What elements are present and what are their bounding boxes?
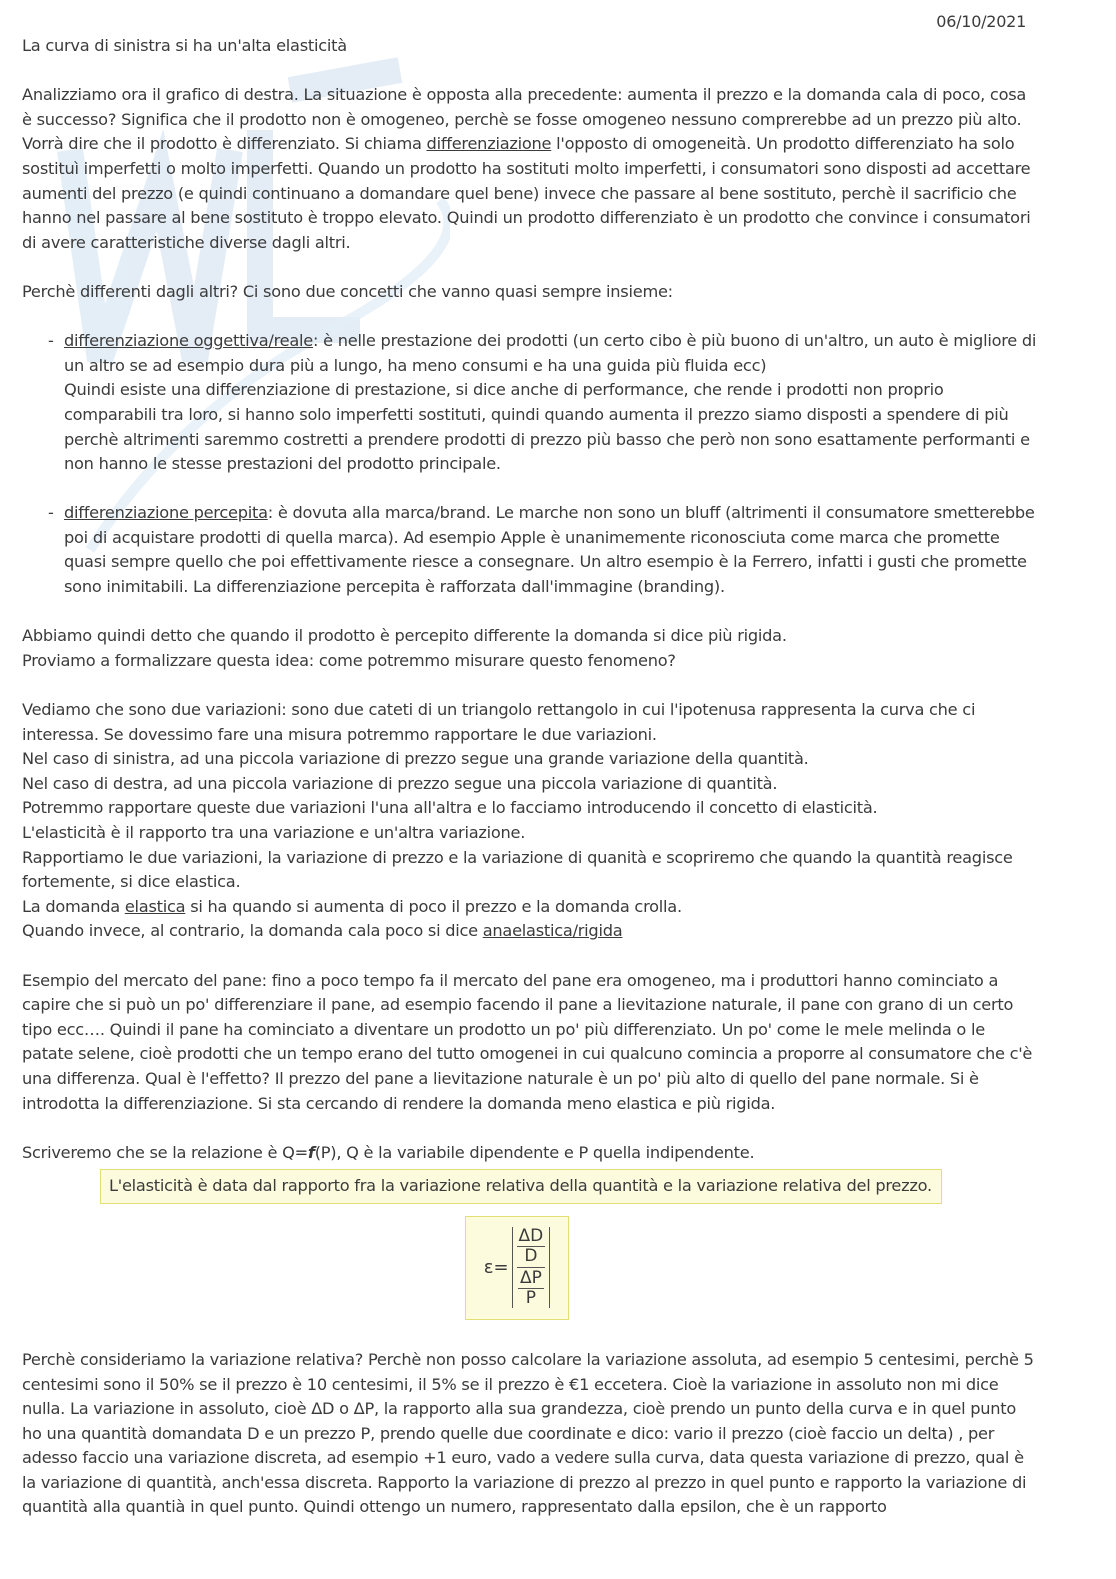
paragraph: [22, 919, 1037, 944]
list-item: [22, 501, 1037, 599]
definition-highlight: L'elasticità è data dal rapporto fra la variazione relativa della quantità e la variazione relativa del prezzo.: [100, 1169, 942, 1204]
elasticity-formula-box: [465, 1216, 569, 1320]
paragraph-text: Scriveremo che se la relazione è Q=: [22, 1142, 308, 1162]
paragraph-text: Analizziamo ora il grafico di destra. La situazione è opposta alla precedente: aumenta il prezzo e la domanda cala di poco, cosa è successo? Significa che il prodotto non è omogeneo, perchè se fosse omogeneo nessuno comprerebbe ad un prezzo più alto. Vorrà dire che il prodotto è differenziato. Si chiama: [22, 85, 1027, 154]
term-differenziazione: differenziazione: [426, 134, 552, 154]
paragraph: Potremmo rapportare queste due variazioni l'una all'altra e lo facciamo introducendo il concetto di elasticità.: [22, 798, 878, 818]
list-item-text: : è dovuta alla marca/brand. Le marche non sono un bluff (altrimenti il consumatore smetterebbe poi di acquistare prodotti di quella marca). Ad esempio Apple è unanimemente riconosciuta come marca che promette quasi sempre quello che poi effettivamente riesce a consegnare. Un altro esempio è la Ferrero, infatti i gusti che promette sono inimitabili. La differenziazione percepita è rafforzata dall'immagine (branding).: [64, 503, 1035, 597]
paragraph: L'elasticità è il rapporto tra una variazione e un'altra variazione.: [22, 823, 526, 842]
term-percepita: differenziazione percepita: [64, 503, 268, 523]
epsilon-symbol: ε=: [483, 1256, 509, 1278]
paragraph: Perchè differenti dagli altri? Ci sono due concetti che vanno quasi sempre insieme:: [22, 281, 673, 301]
paragraph: Abbiamo quindi detto che quando il prodotto è percepito differente la domanda si dice più rigida.: [22, 626, 787, 646]
differentiation-list: [22, 329, 1037, 600]
document-date: 06/10/2021: [936, 12, 1026, 31]
paragraph: La curva di sinistra si ha un'alta elasticità: [22, 36, 347, 55]
paragraph-text: l'opposto di omogeneità. Un prodotto differenziato ha solo sostituì imperfetti o molto imperfetti. Quando un prodotto ha sostituti molto imperfetti, i consumatori sono disposti ad accettare aumenti del prezzo (e quindi continuano a domandare quel bene) invece che passare al bene sostituto, perchè il sacrificio che hanno nel passare al bene sostituto è troppo elevato. Quindi un prodotto differenziato è un prodotto che convince i consumatori di avere caratteristiche diverse dagli altri.: [22, 134, 1031, 252]
paragraph: Nel caso di destra, ad una piccola variazione di prezzo segue una piccola variazione di quantità.: [22, 773, 778, 793]
absolute-value: [512, 1227, 551, 1308]
document-body: [22, 34, 1037, 1520]
list-item-text: : è nelle prestazione dei prodotti (un certo cibo è più buono di un'altro, un auto è migliore di un altro se ad esempio dura più a lungo, ha meno consumi e ha una guida più fluida ecc): [64, 331, 1037, 375]
paragraph: Proviamo a formalizzare questa idea: come potremmo misurare questo fenomeno?: [22, 650, 676, 670]
delta-d: ΔD: [518, 1226, 544, 1247]
paragraph: [22, 83, 1037, 255]
paragraph: [22, 1141, 1037, 1166]
term-elastica: elastica: [124, 896, 186, 916]
paragraph: Vediamo che sono due variazioni: sono due cateti di un triangolo rettangolo in cui l'ipotenusa rappresenta la curva che ci interessa. Se dovessimo fare una misura potremmo rapportare le due variazioni.: [22, 700, 976, 744]
p: P: [525, 1288, 537, 1309]
paragraph: Esempio del mercato del pane: fino a poco tempo fa il mercato del pane era omogeneo, ma i produttori hanno cominciato a capire che si può un po' differenziare il pane, ad esempio facendo il pane a lievitazione naturale, il pane con grano di un certo tipo ecc…. Quindi il pane ha cominciato a diventare un prodotto un po' più differenziato. Un po' come le mele melinda o le patate selene, cioè prodotti che un tempo erano del tutto omogenei in cui qualcuno comincia a proporre al consumatore che c'è una differenza. Qual è l'effetto? Il prezzo del pane a lievitazione naturale è un po' più alto di quello del pane normale. Si è introdotta la differenziazione. Si sta cercando di rendere la domanda meno elastica e più rigida.: [22, 970, 1033, 1113]
paragraph-text: (P), Q è la variabile dipendente e P quella indipendente.: [314, 1142, 755, 1162]
paragraph-text: si ha quando si aumenta di poco il prezzo e la domanda crolla.: [185, 896, 682, 916]
paragraph: Perchè consideriamo la variazione relativa? Perchè non posso calcolare la variazione assoluta, ad esempio 5 centesimi, perchè 5 centesimi sono il 50% se il prezzo è 10 centesimi, il 5% se il prezzo è €1 eccetera. Cioè la variazione in assoluto non mi dice nulla. La variazione in assoluto, cioè ΔD o ΔP, la rapporto alla sua grandezza, cioè prendo un punto della curva e in quel punto ho una quantità domandata D e un prezzo P, prendo quelle due coordinate e dico: vario il prezzo (cioè faccio un delta) , per adesso faccio una variazione discreta, ad esempio +1 euro, vado a vedere sulla curva, data questa variazione di prezzo, qual è la variazione di quantità, anch'essa discreta. Rapporto la variazione di prezzo al prezzo in quel punto e rapporto la variazione di quantità alla quantià in quel punto. Quindi ottengo un numero, rappresentato dalla epsilon, che è un rapporto: [22, 1349, 1034, 1517]
paragraph: [22, 895, 1037, 920]
function-symbol: f: [307, 1142, 315, 1162]
paragraph: Nel caso di sinistra, ad una piccola variazione di prezzo segue una grande variazione della quantità.: [22, 749, 809, 769]
delta-p: ΔP: [519, 1268, 542, 1289]
list-item-text: Quindi esiste una differenziazione di prestazione, si dice anche di performance, che rende i prodotti non proprio comparabili tra loro, si hanno solo imperfetti sostituti, quindi quando aumenta il prezzo siamo disposti a spendere di più perchè altrimenti saremmo costretti a prendere prodotti di prezzo più basso che però non sono esattamente performanti e non hanno le stesse prestazioni del prodotto principale.: [64, 380, 1030, 474]
numerator-fraction: [517, 1227, 546, 1266]
paragraph-text: La domanda: [22, 896, 125, 916]
list-item: [22, 329, 1037, 477]
term-oggettiva: differenziazione oggettiva/reale: [64, 331, 314, 351]
paragraph: Rapportiamo le due variazioni, la variazione di prezzo e la variazione di quanità e scopriremo che quando la quantità reagisce fortemente, si dice elastica.: [22, 847, 1013, 892]
elasticity-formula: [484, 1227, 551, 1308]
paragraph-text: Quando invece, al contrario, la domanda cala poco si dice: [22, 921, 483, 941]
term-anaelastica: anaelastica/rigida: [482, 921, 623, 941]
d: D: [524, 1246, 538, 1267]
denominator-fraction: [518, 1269, 544, 1308]
